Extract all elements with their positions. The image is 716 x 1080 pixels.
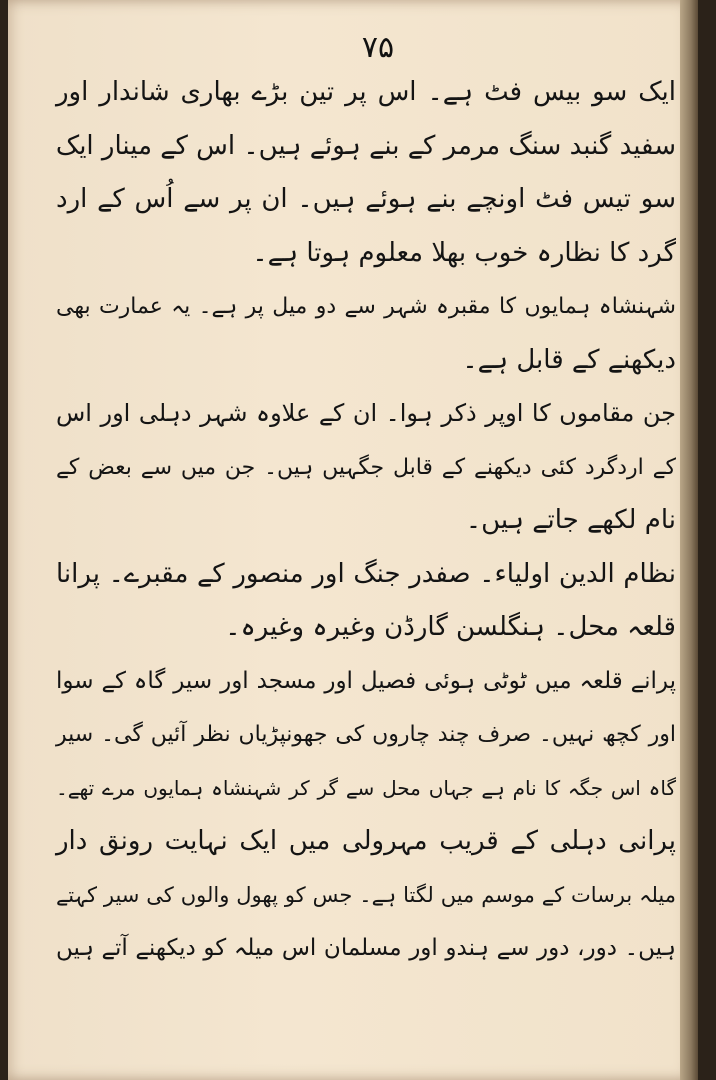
text-line: پرانے قلعہ میں ٹوٹی ہوئی فصیل اور مسجد اور سیر گاہ کے سوا [56,667,676,694]
text-line: سفید گنبد سنگ مرمر کے بنے ہوئے ہیں۔ اس کے مینار ایک [55,130,676,161]
text-line: شہنشاہ ہمایوں کا مقبرہ شہر سے دو میل پر ہے۔ یہ عمارت بھی [56,294,676,319]
text-line: اور کچھ نہیں۔ صرف چند چاروں کی جھونپڑیاں نظر آئیں گی۔ سیر [56,722,676,747]
text-line: گرد کا نظارہ خوب بھلا معلوم ہوتا ہے۔ [252,237,676,268]
text-line: میلہ برسات کے موسم میں لگتا ہے۔ جس کو پھول والوں کی سیر کہتے [56,882,676,907]
text-line: نظام الدین اولیاء۔ صفدر جنگ اور منصور کے مقبرے۔ پرانا [56,558,676,589]
text-line: نام لکھے جاتے ہیں۔ [465,505,676,535]
book-page [8,0,698,1080]
text-line: دیکھنے کے قابل ہے۔ [462,344,676,375]
text-line: گاہ اس جگہ کا نام ہے جہاں محل سے گر کر شہنشاہ ہمایوں مرے تھے۔ [56,775,676,800]
text-line: سو تیس فٹ اونچے بنے ہوئے ہیں۔ ان پر سے اُس کے ارد [56,184,676,214]
page-number: ۷۵ [361,30,395,65]
page-text [56,66,676,976]
text-line: کے اردگرد کئی دیکھنے کے قابل جگہیں ہیں۔ جن میں سے بعض کے [56,454,676,480]
text-line: ایک سو بیس فٹ ہے۔ اس پر تین بڑے بھاری شاندار اور [56,77,676,107]
text-line: پرانی دہلی کے قریب مہرولی میں ایک نہایت رونق دار [56,826,676,856]
text-line: ہیں۔ دور، دور سے ہندو اور مسلمان اس میلہ کو دیکھنے آتے ہیں [56,935,676,961]
text-line: جن مقاموں کا اوپر ذکر ہوا۔ ان کے علاوہ شہر دہلی اور اس [56,399,676,427]
book-spine [680,0,698,1080]
text-line: قلعہ محل۔ ہنگلسن گارڈن وغیرہ وغیرہ۔ [225,612,676,642]
